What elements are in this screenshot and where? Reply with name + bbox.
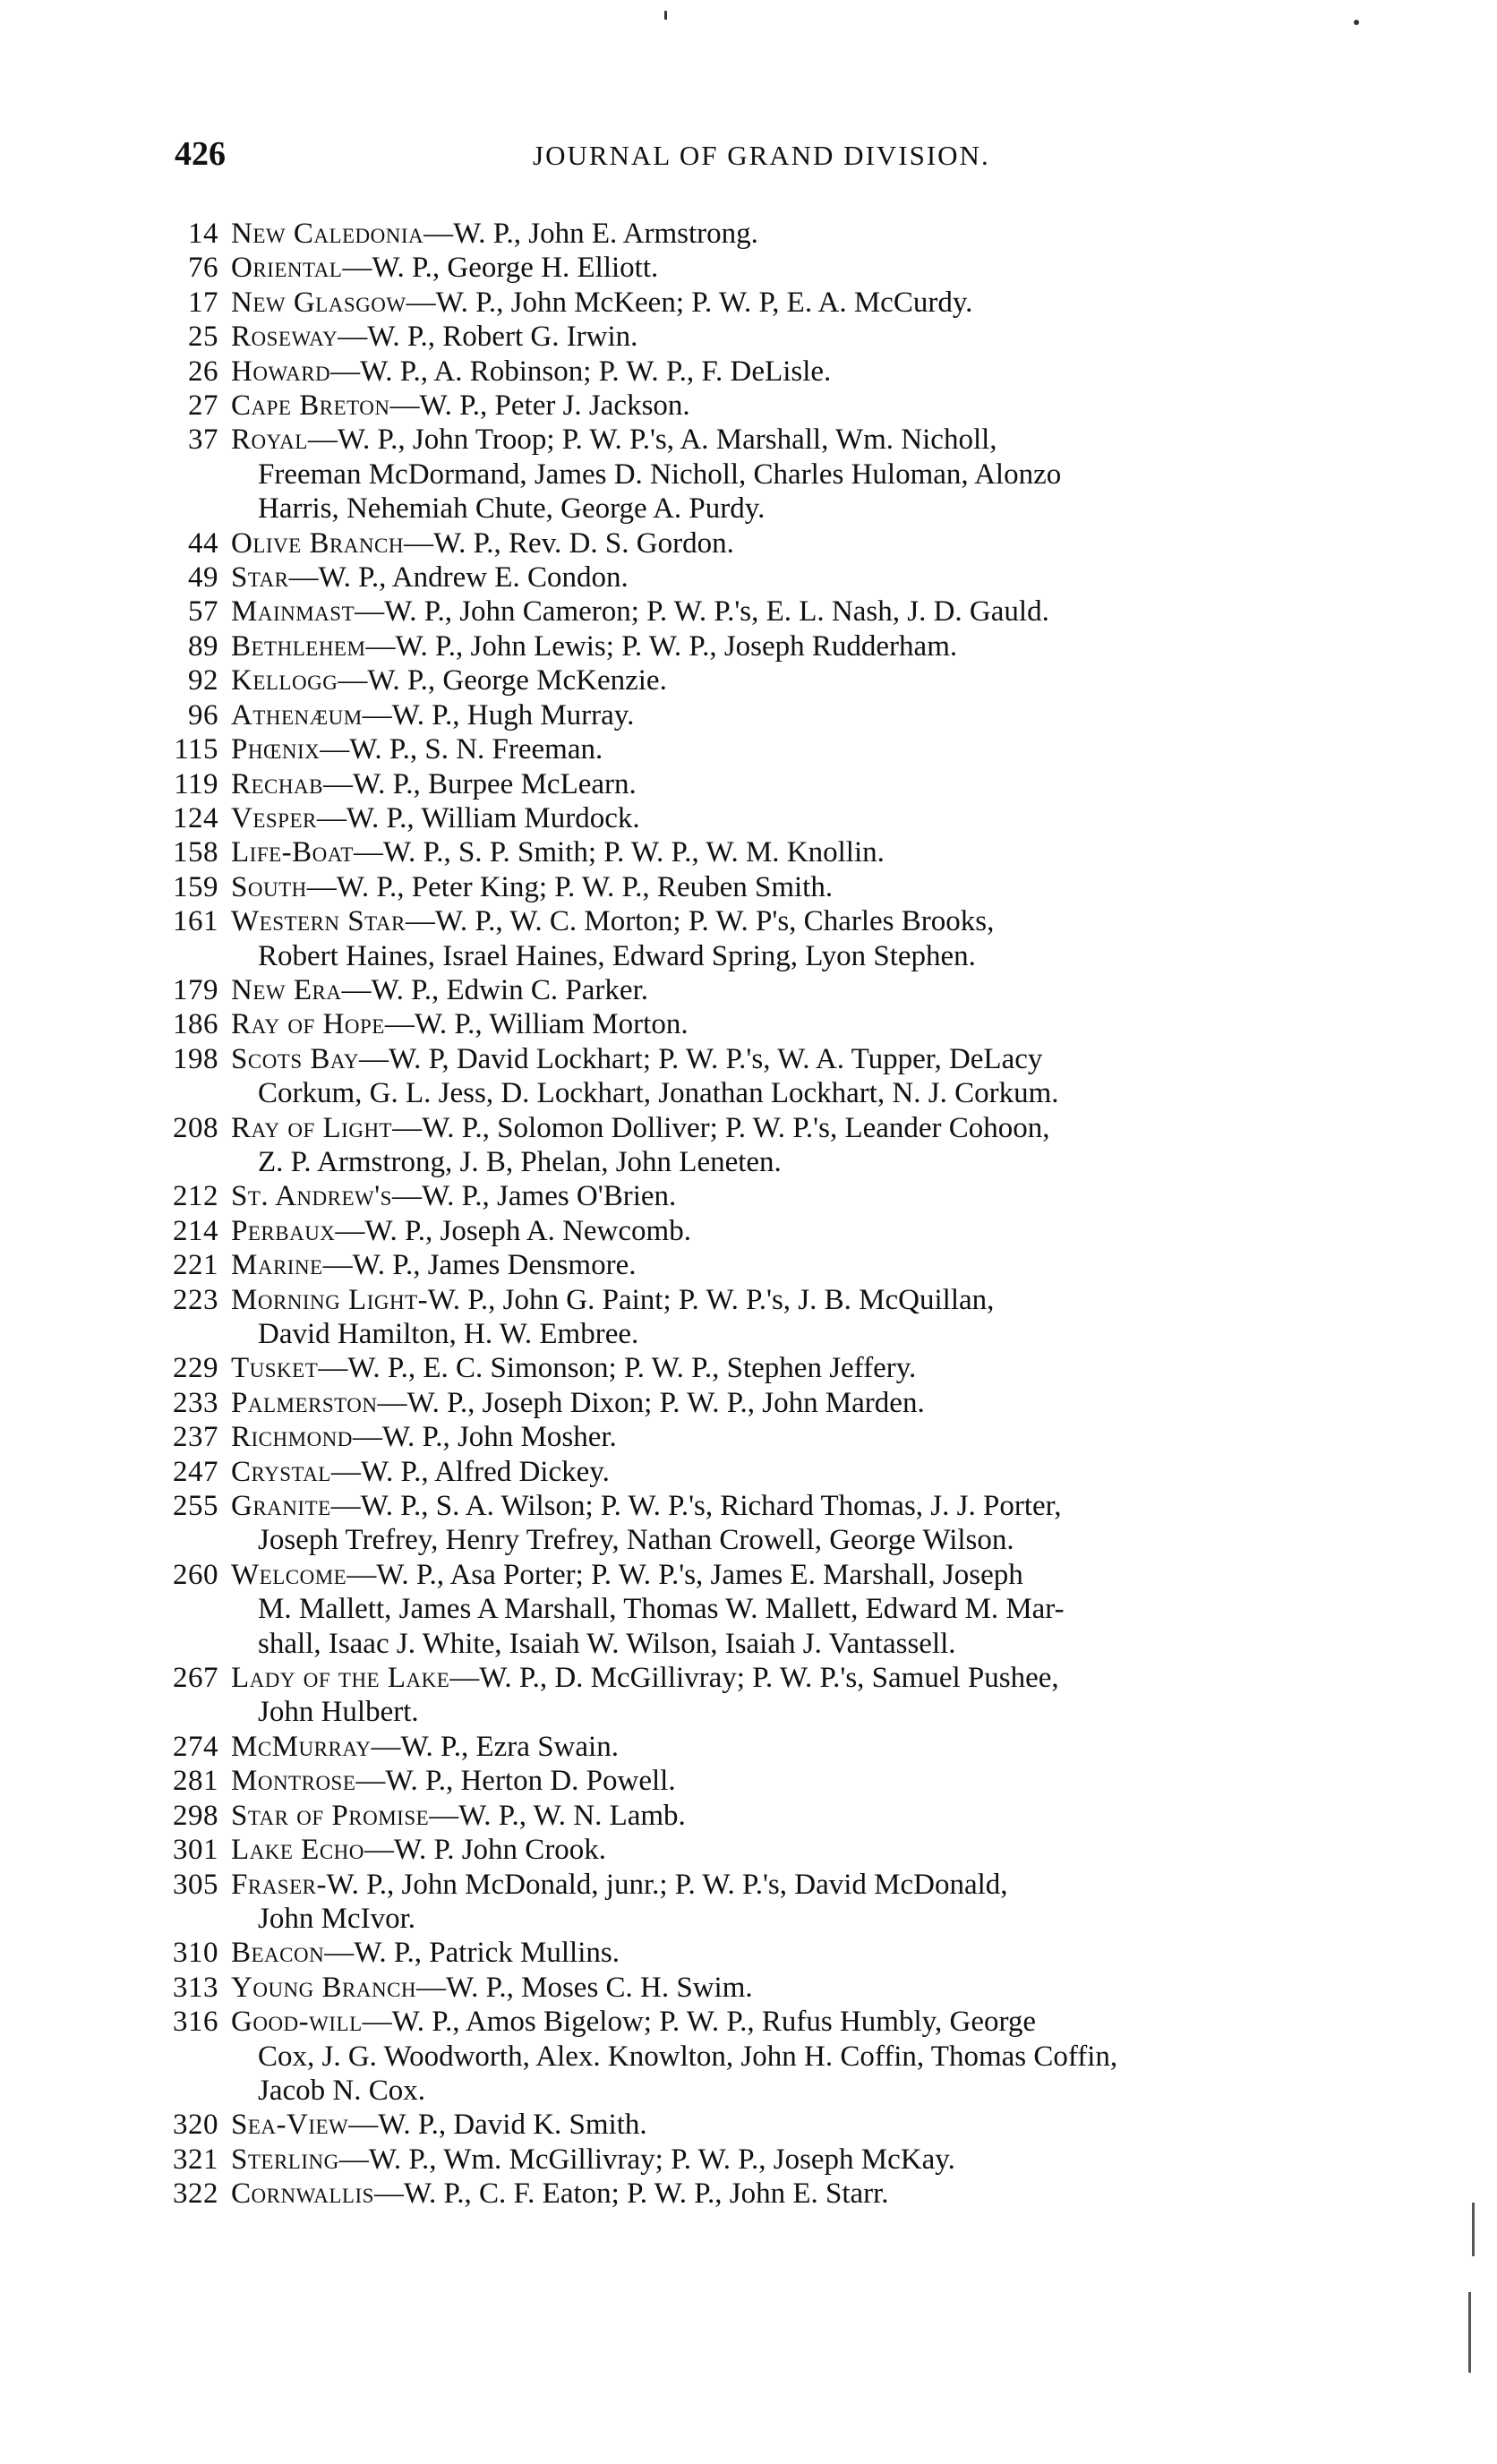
division-text — [231, 526, 1431, 560]
speck-mark — [1354, 20, 1359, 25]
officers-continuation: Cox, J. G. Woodworth, Alex. Knowlton, John H. Coffin, Thomas Coffin, — [258, 2040, 1118, 2073]
officers-text: —W. P., George McKenzie. — [338, 664, 667, 697]
division-entry — [0, 1936, 1497, 1970]
officers-text: —W. P., Rev. D. S. Gordon. — [403, 526, 734, 560]
division-text — [231, 355, 1431, 389]
division-number: 26 — [188, 355, 218, 388]
division-name: Granite — [231, 1490, 331, 1523]
division-entry — [0, 1111, 1497, 1180]
officers-text: —W. P., S. A. Wilson; P. W. P.'s, Richard Thomas, J. J. Porter, — [330, 1490, 1062, 1523]
division-name: Ray of Light — [231, 1111, 393, 1144]
division-name: Vesper — [231, 801, 317, 834]
division-entry — [0, 423, 1497, 526]
division-number: 89 — [188, 629, 218, 663]
division-name: Western Star — [231, 905, 406, 938]
speck-mark — [664, 11, 667, 20]
scan-edge-mark — [1472, 2203, 1475, 2256]
division-entry — [0, 732, 1497, 766]
division-text — [231, 1111, 1431, 1180]
division-name: Star of Promise — [231, 1799, 430, 1832]
officers-continuation: David Hamilton, H. W. Embree. — [258, 1318, 639, 1350]
division-first-line — [231, 1662, 1059, 1694]
division-number: 115 — [174, 733, 218, 766]
officers-text: —W. P., Patrick Mullins. — [324, 1937, 620, 1970]
division-name: Howard — [231, 355, 331, 388]
division-number: 208 — [173, 1111, 218, 1144]
division-text — [231, 1489, 1431, 1558]
division-text — [231, 1799, 1431, 1833]
division-first-line — [231, 1043, 1042, 1075]
division-name: Roseway — [231, 321, 338, 354]
division-first-line — [231, 1765, 676, 1797]
division-text — [231, 1386, 1431, 1420]
division-text — [231, 2177, 1431, 2211]
division-entry — [0, 389, 1497, 423]
division-entry — [0, 1558, 1497, 1661]
division-number: 237 — [173, 1421, 218, 1454]
division-first-line — [231, 768, 637, 800]
division-entry — [0, 1007, 1497, 1041]
officers-text: —W. P., John E. Armstrong. — [423, 218, 758, 250]
division-text — [231, 2005, 1431, 2108]
officers-text: —W. P., Wm. McGillivray; P. W. P., Joseph McKay. — [338, 2143, 955, 2176]
division-first-line — [231, 1421, 617, 1453]
officers-continuation: Corkum, G. L. Jess, D. Lockhart, Jonathan Lockhart, N. J. Corkum. — [258, 1077, 1059, 1110]
division-number: 320 — [173, 2109, 218, 2142]
division-entry — [0, 1868, 1497, 1937]
division-text — [231, 835, 1431, 869]
division-number: 301 — [173, 1834, 218, 1867]
division-entry — [0, 767, 1497, 801]
officers-text: —W. P., Hugh Murray. — [362, 698, 635, 732]
division-first-line — [231, 630, 957, 663]
officers-text: —W. P., James O'Brien. — [391, 1180, 677, 1213]
division-text — [231, 1764, 1431, 1798]
division-first-line — [231, 1559, 1023, 1591]
division-first-line — [231, 2006, 1036, 2038]
division-first-line — [231, 1800, 686, 1832]
officers-text: —W. P., John Troop; P. W. P.'s, A. Marshall, Wm. Nicholl, — [307, 424, 997, 457]
division-number: 27 — [188, 389, 218, 423]
division-entry — [0, 1489, 1497, 1558]
division-name: Morning Light — [231, 1283, 418, 1316]
division-text — [231, 2143, 1431, 2177]
division-list — [0, 217, 1497, 2212]
division-name: Athenæum — [231, 698, 363, 732]
officers-continuation: Jacob N. Cox. — [258, 2074, 425, 2107]
division-name: Tusket — [231, 1352, 319, 1385]
division-number: 49 — [188, 561, 218, 595]
division-text — [231, 595, 1431, 629]
division-name: Welcome — [231, 1558, 347, 1591]
division-name: South — [231, 870, 307, 903]
division-text — [231, 801, 1431, 835]
officers-text: —W. P., A. Robinson; P. W. P., F. DeLisle. — [330, 355, 832, 388]
division-entry — [0, 1042, 1497, 1111]
division-first-line — [231, 1972, 753, 2004]
officers-text: —W. P., Moses C. H. Swim. — [416, 1971, 753, 2004]
division-entry — [0, 904, 1497, 973]
division-entry — [0, 355, 1497, 389]
division-entry — [0, 870, 1497, 904]
division-number: 305 — [173, 1868, 218, 1901]
division-number: 229 — [173, 1352, 218, 1385]
division-name: McMurray — [231, 1730, 372, 1763]
division-entry — [0, 251, 1497, 285]
division-first-line — [231, 1284, 994, 1316]
officers-text: —W. P., W. N. Lamb. — [429, 1799, 686, 1832]
division-entry — [0, 1730, 1497, 1764]
division-first-line — [231, 218, 758, 250]
division-text — [231, 1283, 1431, 1352]
division-first-line — [231, 802, 640, 834]
officers-continuation: shall, Isaac J. White, Isaiah W. Wilson, Isaiah J. Vantassell. — [258, 1627, 956, 1660]
officers-text: —W. P., John Lewis; P. W. P., Joseph Rudderham. — [365, 629, 958, 663]
division-entry — [0, 560, 1497, 595]
division-number: 212 — [173, 1180, 218, 1213]
division-entry — [0, 1420, 1497, 1454]
division-name: Scots Bay — [231, 1042, 360, 1075]
division-text — [231, 423, 1431, 526]
division-entry — [0, 1283, 1497, 1352]
division-text — [231, 1007, 1431, 1041]
division-entry — [0, 2108, 1497, 2142]
division-first-line — [231, 527, 734, 560]
division-first-line — [231, 664, 667, 697]
division-name: Cape Breton — [231, 389, 390, 423]
officers-text: —W. P., Peter J. Jackson. — [389, 389, 690, 423]
division-number: 37 — [188, 424, 218, 457]
division-number: 274 — [173, 1730, 218, 1763]
division-first-line — [231, 1731, 619, 1763]
officers-text: —W. P., E. C. Simonson; P. W. P., Stephen Jeffery. — [318, 1352, 917, 1385]
division-number: 267 — [173, 1662, 218, 1695]
division-first-line — [231, 733, 603, 766]
division-first-line — [231, 2177, 889, 2210]
division-text — [231, 1661, 1431, 1730]
division-number: 214 — [173, 1214, 218, 1247]
division-number: 223 — [173, 1283, 218, 1316]
division-number: 310 — [173, 1937, 218, 1970]
division-first-line — [231, 1112, 1050, 1144]
division-number: 119 — [174, 767, 218, 800]
division-first-line — [231, 836, 885, 868]
officers-text: —W. P., John Cameron; P. W. P.'s, E. L. Nash, J. D. Gauld. — [355, 595, 1049, 629]
division-number: 92 — [188, 664, 218, 697]
officers-text: —W. P., Peter King; P. W. P., Reuben Smith. — [306, 870, 834, 903]
officers-text: —W. P., Herton D. Powell. — [355, 1765, 676, 1798]
division-text — [231, 1420, 1431, 1454]
officers-text: —W. P., James Densmore. — [322, 1249, 637, 1282]
division-entry — [0, 1764, 1497, 1798]
division-entry — [0, 1386, 1497, 1420]
division-text — [231, 973, 1431, 1007]
division-entry — [0, 2005, 1497, 2108]
division-first-line — [231, 1180, 676, 1212]
division-entry — [0, 1351, 1497, 1385]
officers-text: —W. P., William Morton. — [384, 1008, 689, 1041]
division-number: 281 — [173, 1765, 218, 1798]
division-entry — [0, 1214, 1497, 1248]
division-name: St. Andrew's — [231, 1180, 392, 1213]
division-text — [231, 1248, 1431, 1282]
division-first-line — [231, 1387, 925, 1419]
division-text — [231, 698, 1431, 732]
division-text — [231, 767, 1431, 801]
division-text — [231, 1558, 1431, 1661]
officers-continuation: Z. P. Armstrong, J. B, Phelan, John Leneten. — [258, 1145, 782, 1178]
division-name: Fraser — [231, 1868, 317, 1901]
officers-text: —W. P., David K. Smith. — [348, 2109, 647, 2142]
division-first-line — [231, 1869, 1008, 1901]
officers-continuation: John Hulbert. — [258, 1696, 419, 1729]
division-name: Cornwallis — [231, 2177, 374, 2211]
division-entry — [0, 1971, 1497, 2005]
division-text — [231, 732, 1431, 766]
division-first-line — [231, 1834, 606, 1866]
officers-continuation: Robert Haines, Israel Haines, Edward Spring, Lyon Stephen. — [258, 939, 976, 972]
officers-text: —W. P., John Mosher. — [352, 1421, 617, 1454]
division-first-line — [231, 1249, 636, 1281]
officers-text: —W. P., Joseph A. Newcomb. — [335, 1214, 691, 1247]
division-first-line — [231, 424, 997, 456]
division-entry — [0, 217, 1497, 251]
officers-text: —W. P., William Murdock. — [316, 801, 640, 834]
division-entry — [0, 1179, 1497, 1213]
division-first-line — [231, 389, 690, 422]
division-number: 158 — [173, 836, 218, 869]
division-text — [231, 320, 1431, 354]
division-name: Oriental — [231, 252, 343, 285]
division-name: New Glasgow — [231, 286, 406, 319]
division-number: 57 — [188, 595, 218, 629]
division-text — [231, 1455, 1431, 1489]
officers-text: —W. P., D. McGillivray; P. W. P.'s, Samuel Pushee, — [449, 1662, 1059, 1695]
division-entry — [0, 1661, 1497, 1730]
division-entry — [0, 2143, 1497, 2177]
division-first-line — [231, 2109, 647, 2141]
division-text — [231, 251, 1431, 285]
division-first-line — [231, 974, 648, 1006]
division-name: Bethlehem — [231, 629, 366, 663]
officers-text: —W. P., John McKeen; P. W. P, E. A. McCurdy. — [406, 286, 973, 319]
officers-continuation: M. Mallett, James A Marshall, Thomas W. Mallett, Edward M. Mar- — [258, 1593, 1065, 1626]
officers-text: —W. P., Edwin C. Parker. — [341, 973, 648, 1006]
division-first-line — [231, 355, 831, 388]
division-number: 321 — [173, 2143, 218, 2176]
division-first-line — [231, 1456, 610, 1488]
division-number: 44 — [188, 526, 218, 560]
officers-continuation: Harris, Nehemiah Chute, George A. Purdy. — [258, 492, 766, 526]
division-name: Rechab — [231, 767, 323, 800]
officers-continuation: Joseph Trefrey, Henry Trefrey, Nathan Crowell, George Wilson. — [258, 1524, 1014, 1557]
division-text — [231, 2108, 1431, 2142]
running-title: JOURNAL OF GRAND DIVISION. — [533, 140, 990, 171]
division-number: 179 — [173, 973, 218, 1006]
division-first-line — [231, 871, 833, 903]
division-first-line — [231, 905, 994, 937]
officers-text: —W. P., W. C. Morton; P. W. P's, Charles Brooks, — [405, 905, 995, 938]
division-number: 255 — [173, 1490, 218, 1523]
division-name: Marine — [231, 1249, 323, 1282]
division-number: 96 — [188, 698, 218, 732]
division-first-line — [231, 1490, 1062, 1522]
division-name: Royal — [231, 424, 308, 457]
division-name: Mainmast — [231, 595, 355, 629]
division-number: 247 — [173, 1455, 218, 1488]
division-entry — [0, 835, 1497, 869]
division-entry — [0, 595, 1497, 629]
division-entry — [0, 286, 1497, 320]
division-first-line — [231, 252, 658, 284]
division-first-line — [231, 1352, 916, 1384]
officers-text: —W. P., Robert G. Irwin. — [338, 321, 638, 354]
division-number: 14 — [188, 218, 218, 250]
division-entry — [0, 2177, 1497, 2211]
division-entry — [0, 663, 1497, 697]
division-text — [231, 1042, 1431, 1111]
officers-text: —W. P. John Crook. — [364, 1834, 607, 1867]
division-name: Beacon — [231, 1937, 325, 1970]
division-first-line — [231, 2143, 955, 2176]
division-entry — [0, 801, 1497, 835]
division-name: Lake Echo — [231, 1834, 364, 1867]
division-entry — [0, 1799, 1497, 1833]
division-name: Lady of the Lake — [231, 1662, 450, 1695]
division-name: Richmond — [231, 1421, 353, 1454]
division-number: 25 — [188, 321, 218, 354]
page-number: 426 — [175, 135, 226, 173]
division-text — [231, 904, 1431, 973]
division-number: 221 — [173, 1249, 218, 1282]
officers-text: —W. P., Amos Bigelow; P. W. P., Rufus Humbly, George — [362, 2006, 1037, 2039]
division-number: 260 — [173, 1558, 218, 1591]
division-name: Good-will — [231, 2006, 363, 2039]
division-text — [231, 560, 1431, 595]
division-number: 233 — [173, 1386, 218, 1419]
division-number: 322 — [173, 2177, 218, 2211]
officers-text: —W. P., Alfred Dickey. — [330, 1455, 610, 1488]
division-name: Life-Boat — [231, 836, 354, 869]
division-name: Phœnix — [231, 733, 321, 766]
officers-text: —W. P., Andrew E. Condon. — [288, 561, 629, 595]
division-number: 313 — [173, 1971, 218, 2004]
officers-text: —W. P., C. F. Eaton; P. W. P., John E. Starr. — [373, 2177, 889, 2211]
division-name: Sterling — [231, 2143, 339, 2176]
division-name: Ray of Hope — [231, 1008, 385, 1041]
division-text — [231, 389, 1431, 423]
division-name: Kellogg — [231, 664, 338, 697]
division-name: New Era — [231, 973, 342, 1006]
division-name: Young Branch — [231, 1971, 417, 2004]
division-entry — [0, 1833, 1497, 1867]
division-first-line — [231, 1215, 691, 1247]
officers-text: —W. P., S. P. Smith; P. W. P., W. M. Knollin. — [353, 836, 885, 869]
division-number: 316 — [173, 2006, 218, 2039]
division-name: Crystal — [231, 1455, 331, 1488]
division-number: 161 — [173, 905, 218, 938]
division-text — [231, 1936, 1431, 1970]
division-number: 17 — [188, 286, 218, 319]
division-text — [231, 1214, 1431, 1248]
division-first-line — [231, 321, 637, 353]
division-first-line — [231, 561, 629, 594]
division-first-line — [231, 1937, 620, 1969]
division-entry — [0, 1455, 1497, 1489]
division-name: New Caledonia — [231, 218, 424, 250]
officers-text: —W. P., Solomon Dolliver; P. W. P.'s, Leander Cohoon, — [392, 1111, 1050, 1144]
officers-continuation: Freeman McDormand, James D. Nicholl, Charles Huloman, Alonzo — [258, 458, 1062, 491]
division-name: Star — [231, 561, 289, 595]
division-text — [231, 1179, 1431, 1213]
division-text — [231, 286, 1431, 320]
division-first-line — [231, 287, 972, 319]
officers-text: —W. P., Burpee McLearn. — [322, 767, 637, 800]
scan-edge-mark — [1468, 2292, 1471, 2373]
division-text — [231, 1730, 1431, 1764]
officers-text: -W. P., John G. Paint; P. W. P.'s, J. B. McQuillan, — [417, 1283, 995, 1316]
division-text — [231, 870, 1431, 904]
page-header — [175, 134, 1070, 179]
division-first-line — [231, 595, 1049, 628]
division-number: 124 — [173, 801, 218, 834]
division-number: 298 — [173, 1799, 218, 1832]
officers-text: —W. P., George H. Elliott. — [342, 252, 659, 285]
division-text — [231, 1351, 1431, 1385]
officers-text: —W. P., Ezra Swain. — [371, 1730, 619, 1763]
officers-text: -W. P., John McDonald, junr.; P. W. P.'s, David McDonald, — [316, 1868, 1008, 1901]
division-entry — [0, 629, 1497, 663]
division-name: Palmerston — [231, 1386, 378, 1419]
division-entry — [0, 526, 1497, 560]
division-name: Montrose — [231, 1765, 356, 1798]
officers-text: —W. P., Joseph Dixon; P. W. P., John Marden. — [377, 1386, 925, 1419]
division-text — [231, 663, 1431, 697]
division-number: 76 — [188, 252, 218, 285]
division-name: Sea-View — [231, 2109, 349, 2142]
division-entry — [0, 1248, 1497, 1282]
division-text — [231, 1971, 1431, 2005]
division-entry — [0, 320, 1497, 354]
division-text — [231, 1868, 1431, 1937]
division-entry — [0, 698, 1497, 732]
division-text — [231, 629, 1431, 663]
officers-text: —W. P., S. N. Freeman. — [320, 733, 603, 766]
division-name: Olive Branch — [231, 526, 404, 560]
division-text — [231, 217, 1431, 251]
division-number: 198 — [173, 1042, 218, 1075]
division-first-line — [231, 1008, 689, 1040]
division-number: 186 — [173, 1008, 218, 1041]
division-name: Perbaux — [231, 1214, 336, 1247]
division-first-line — [231, 699, 634, 732]
division-text — [231, 1833, 1431, 1867]
division-entry — [0, 973, 1497, 1007]
officers-continuation: John McIvor. — [258, 1902, 415, 1935]
officers-text: —W. P, David Lockhart; P. W. P.'s, W. A. Tupper, DeLacy — [359, 1042, 1043, 1075]
division-number: 159 — [173, 870, 218, 903]
officers-text: —W. P., Asa Porter; P. W. P.'s, James E. Marshall, Joseph — [346, 1558, 1023, 1591]
